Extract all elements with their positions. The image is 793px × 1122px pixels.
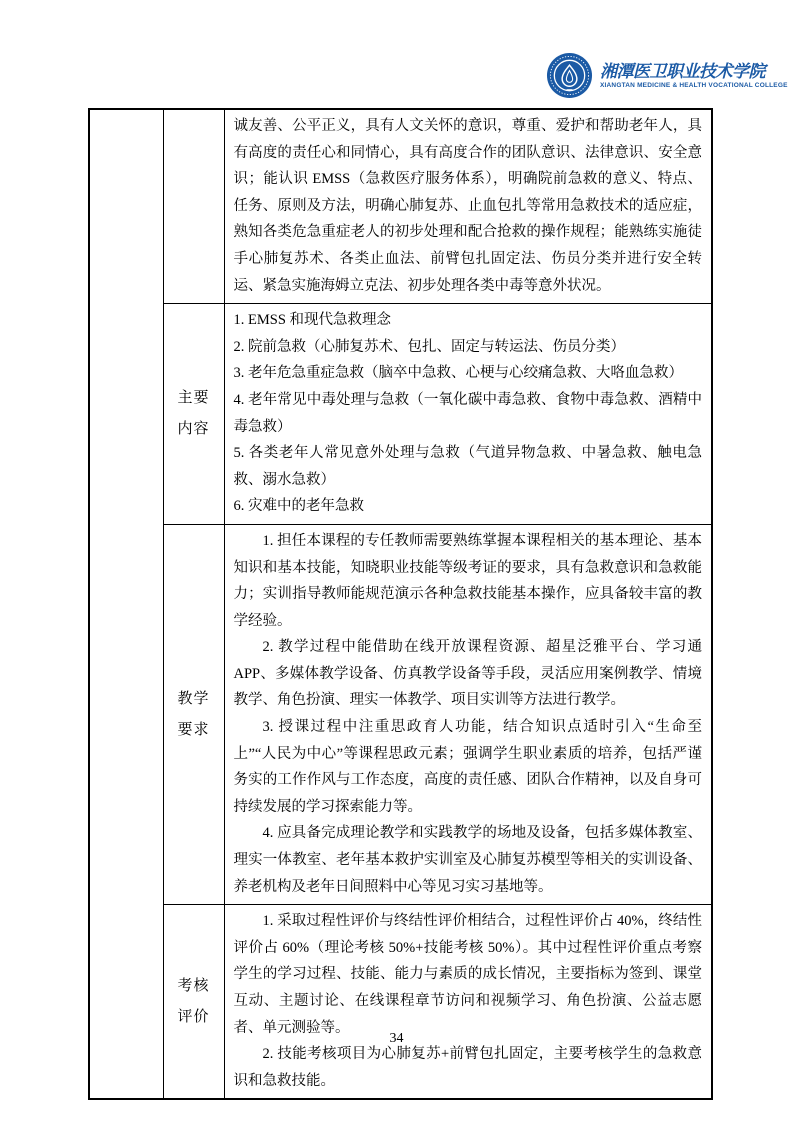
label-line: 考核 (177, 977, 210, 994)
college-name-zh: 湘潭医卫职业技术学院 (600, 61, 765, 81)
label-line: 主要 (177, 390, 210, 407)
table-row (89, 524, 712, 904)
paragraph: 2. 教学过程中能借助在线开放课程资源、超星泛雅平台、学习通 APP、多媒体教学设备、仿真教学设备等手段，灵活应用案例教学、情境教学、角色扮演、理实一体教学、项目实训等方法进行教学。 (233, 639, 702, 709)
cell-teaching-requirements (224, 524, 712, 904)
list-item: 1. EMSS 和现代急救理念 (233, 312, 392, 329)
label-line: 评价 (177, 1008, 210, 1025)
row-label-main-content (163, 304, 224, 525)
paragraph: 1. 担任本课程的专任教师需要熟练掌握本课程相关的基本理论、基本知识和基本技能，知晓职业技能等级考证的要求，具有急救意识和急救能力；实训指导教师能规范演示各种急救技能基本操作，应具备较丰富的教学经验。 (233, 532, 702, 629)
cell-objectives-continued (224, 109, 712, 304)
table-row (89, 109, 712, 304)
list-item: 6. 灾难中的老年急救 (233, 498, 364, 515)
label-line: 要求 (177, 721, 210, 738)
paragraph: 1. 采取过程性评价与终结性评价相结合，过程性评价占 40%，终结性评价占 60%（理论考核 50%+技能考核 50%）。其中过程性评价重点考察学生的学习过程、技能、能力与素质的成长情况，主要指标为签到、课堂互动、主题讨论、在线课程章节访问和视频学习、角色扮演、公益志愿者、单元测验等。 (233, 913, 702, 1036)
row-label-assessment-evaluation (163, 905, 224, 1100)
college-logo (546, 52, 788, 99)
paragraph: 3. 授课过程中注重思政育人功能，结合知识点适时引入“生命至上”“人民为中心”等课程思政元素；强调学生职业素质的培养，包括严谨务实的工作作风与工作态度，高度的责任感、团队合作精神，以及自身可持续发展的学习探索能力等。 (233, 719, 702, 815)
page-number: 34 (389, 1031, 404, 1046)
table-row (89, 905, 712, 1100)
list-item: 5. 各类老年人常见意外处理与急救（气道异物急救、中暑急救、触电急救、溺水急救） (233, 445, 702, 488)
cell-main-content (224, 304, 712, 525)
label-line: 内容 (177, 421, 210, 438)
table-row (89, 304, 712, 525)
course-syllabus-table (88, 108, 713, 1100)
list-item: 3. 老年危急重症急救（脑卒中急救、心梗与心绞痛急救、大咯血急救） (233, 365, 683, 382)
list-item: 4. 老年常见中毒处理与急救（一氧化碳中毒急救、食物中毒急救、酒精中毒急救） (233, 391, 702, 435)
paragraph: 2. 技能考核项目为心肺复苏+前臂包扎固定，主要考核学生的急救意识和急救技能。 (233, 1046, 702, 1089)
row-label-teaching-requirements (163, 524, 224, 904)
list-item: 2. 院前急救（心肺复苏术、包扎、固定与转运法、伤员分类） (233, 338, 625, 355)
paragraph: 诚友善、公平正义，具有人文关怀的意识，尊重、爱护和帮助老年人，具有高度的责任心和同情心，具有高度合作的团队意识、法律意识、安全意识；能认识 EMSS（急救医疗服务体系），明确院前急救的意义、特点、任务、原则及方法，明确心肺复苏、止血包扎等常用急救技术的适应症，熟知各类危急重症老人的初步处理和配合抢救的操作规程；能熟练实施徒手心肺复苏术、各类止血法、前臂包扎固定法、伤员分类并进行安全转运、紧急实施海姆立克法、初步处理各类中毒等意外状况。 (233, 118, 702, 294)
college-name-en: XIANGTAN MEDICINE & HEALTH VOCATIONAL COLLEGE (600, 81, 788, 89)
spacer-cell (89, 109, 163, 1099)
paragraph: 4. 应具备完成理论教学和实践教学的场地及设备，包括多媒体教室、理实一体教室、老年基本救护实训室及心肺复苏模型等相关的实训设备、养老机构及老年日间照料中心等见习实习基地等。 (233, 825, 702, 895)
label-line: 教学 (177, 690, 210, 707)
row-label-empty (163, 109, 224, 304)
cell-assessment-evaluation (224, 905, 712, 1100)
college-name-block (600, 62, 788, 90)
college-emblem-icon (546, 52, 593, 99)
